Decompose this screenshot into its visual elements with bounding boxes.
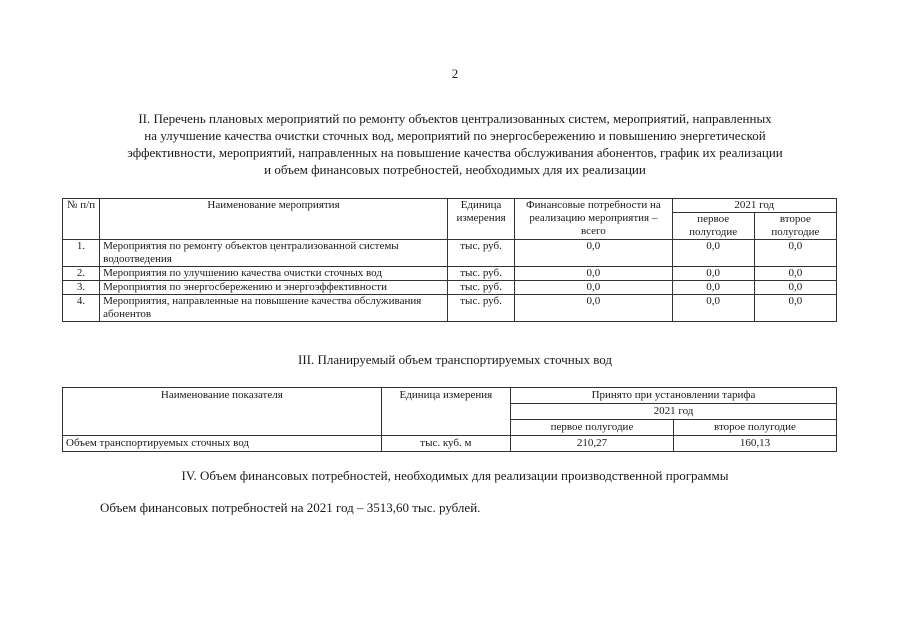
row-total: 0,0 bbox=[515, 295, 672, 322]
row-h2: 0,0 bbox=[754, 295, 836, 322]
row-unit: тыс. руб. bbox=[447, 281, 514, 295]
row-num: 2. bbox=[63, 267, 100, 281]
table-row bbox=[63, 281, 837, 295]
transport-volume-table bbox=[62, 387, 837, 452]
section-3-heading: III. Планируемый объем транспортируемых сточных вод bbox=[297, 352, 612, 367]
row-h1: 0,0 bbox=[672, 281, 754, 295]
section-2-heading bbox=[60, 110, 850, 178]
header-name: Наименование мероприятия bbox=[100, 199, 448, 240]
row-h1: 0,0 bbox=[672, 295, 754, 322]
header-half-2: второе полугодие bbox=[754, 213, 836, 240]
row-h1: 0,0 bbox=[672, 240, 754, 267]
row-total: 0,0 bbox=[515, 281, 672, 295]
heading-line: эффективности, мероприятий, направленных на повышение качества обслуживания абонентов, график их реализации bbox=[127, 145, 783, 160]
row-unit: тыс. руб. bbox=[447, 295, 514, 322]
row-unit: тыс. руб. bbox=[447, 240, 514, 267]
table-row bbox=[63, 295, 837, 322]
heading-line: на улучшение качества очистки сточных вод, мероприятий по энергосбережению и повышению энергетической bbox=[144, 128, 766, 143]
financial-summary: Объем финансовых потребностей на 2021 год – 3513,60 тыс. рублей. bbox=[100, 500, 481, 515]
measures-table bbox=[62, 198, 837, 322]
header-financial: Финансовые потребности на реализацию мероприятия – всего bbox=[515, 199, 672, 240]
row-name: Мероприятия по ремонту объектов централизованной системы водоотведения bbox=[100, 240, 448, 267]
table-row bbox=[63, 240, 837, 267]
header-num: № п/п bbox=[63, 199, 100, 240]
header-half-1: первое полугодие bbox=[511, 420, 674, 436]
header-half-1: первое полугодие bbox=[672, 213, 754, 240]
row-h2: 0,0 bbox=[754, 267, 836, 281]
heading-line: и объем финансовых потребностей, необходимых для их реализации bbox=[264, 162, 646, 177]
row-h1: 210,27 bbox=[511, 436, 674, 452]
section-4-heading: IV. Объем финансовых потребностей, необходимых для реализации производственной программы bbox=[181, 468, 729, 483]
row-total: 0,0 bbox=[515, 240, 672, 267]
table-row bbox=[63, 267, 837, 281]
row-h2: 0,0 bbox=[754, 240, 836, 267]
header-year: 2021 год bbox=[511, 404, 837, 420]
row-name: Мероприятия по улучшению качества очистки сточных вод bbox=[100, 267, 448, 281]
heading-line: II. Перечень плановых мероприятий по ремонту объектов централизованных систем, мероприятий, направленных bbox=[138, 111, 772, 126]
header-accepted: Принято при установлении тарифа bbox=[511, 388, 837, 404]
row-num: 3. bbox=[63, 281, 100, 295]
row-name: Мероприятия, направленные на повышение качества обслуживания абонентов bbox=[100, 295, 448, 322]
row-unit: тыс. куб. м bbox=[381, 436, 510, 452]
header-year: 2021 год bbox=[672, 199, 836, 213]
row-h1: 0,0 bbox=[672, 267, 754, 281]
table-row bbox=[63, 436, 837, 452]
row-h2: 160,13 bbox=[673, 436, 836, 452]
header-unit: Единица измерения bbox=[381, 388, 510, 436]
row-name: Объем транспортируемых сточных вод bbox=[63, 436, 382, 452]
row-num: 1. bbox=[63, 240, 100, 267]
row-h2: 0,0 bbox=[754, 281, 836, 295]
row-total: 0,0 bbox=[515, 267, 672, 281]
header-half-2: второе полугодие bbox=[673, 420, 836, 436]
page-number: 2 bbox=[451, 66, 459, 81]
row-num: 4. bbox=[63, 295, 100, 322]
header-indicator: Наименование показателя bbox=[63, 388, 382, 436]
row-name: Мероприятия по энергосбережению и энергоэффективности bbox=[100, 281, 448, 295]
header-unit: Единица измерения bbox=[447, 199, 514, 240]
row-unit: тыс. руб. bbox=[447, 267, 514, 281]
